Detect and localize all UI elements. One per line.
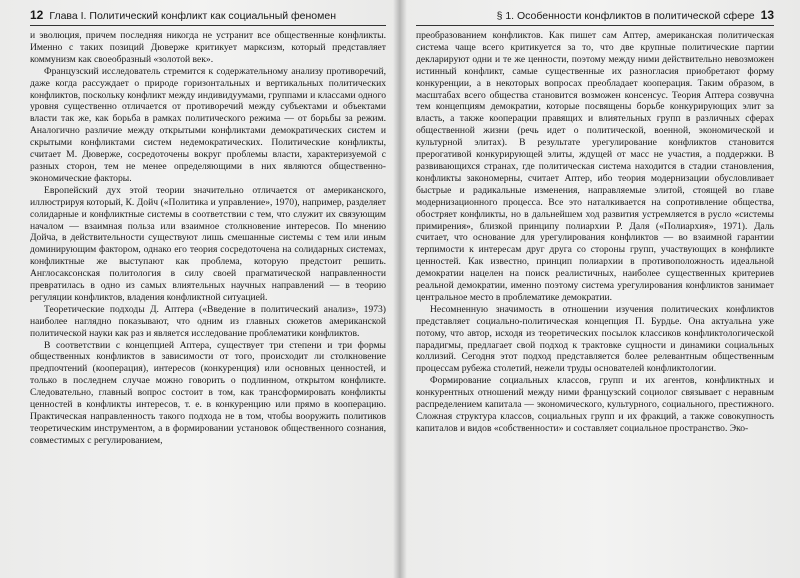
paragraph: Несомненную значимость в отношении изучения политических конфликтов представляет социально-политическая концепция П. Бурдье. Она актуальна уже потому, что автор, исходя из теоретических посылок классиков конфликтологической парадигмы, предлагает свой подход к трактовке сущности и динамики социальных коллизий. Сегодня этот подход представляется более релевантным общественным процессам рубежа столетий, нежели труды основателей конфликтологии. bbox=[416, 303, 774, 375]
paragraph: Европейский дух этой теории значительно отличается от американского, иллюстрируя который, К. Дойч («Политика и управление», 1970), например, разделяет солидарные и конфликтные системы в соответствии с тем, что служит их связующим началом — взаимная польза или взаимное столкновение интересов. По мнению Дойча, в действительности существуют лишь смешанные системы с тем или иным доминирующим фактором, однако его теория сосредоточена на солидарных системах, конфликтные же выступают как проблема, которую предстоит решить. Англосаксонская политология в силу своей прагматической направленности превратилась в одно из самых влиятельных научных направлений — в теорию регуляции конфликтов, владения конфликтной ситуацией. bbox=[30, 184, 386, 303]
section-title: § 1. Особенности конфликтов в политической сфере bbox=[496, 10, 755, 22]
right-page bbox=[400, 0, 800, 578]
paragraph: и эволюция, причем последняя никогда не устранит все общественные конфликты. Именно с таких позиций Дюверже критикует марксизм, который представляет коммунизм как своеобразный «золотой век». bbox=[30, 30, 386, 65]
paragraph: Теоретические подходы Д. Аптера («Введение в политический анализ», 1973) наиболее наглядно показывают, что одним из главных сюжетов американской политической науки как раз и является исследование проблематики конфликтов. bbox=[30, 303, 386, 339]
paragraph: Французский исследователь стремится к содержательному анализу противоречий, даже когда рассуждает о природе горизонтальных и вертикальных политических конфликтов, поскольку конфликт между индивидуумами, группами и классами одного уровня существенно отличается от противоречий между субъектами и объектами власти так же, как борьба в рамках политического режима — от борьбы за режим. Аналогично различие между открытыми конфликтами демократических систем и скрытыми конфликтами систем недемократических. Политические конфликты, считает М. Дюверже, сосредоточены вокруг проблемы власти, характеризуемой с разных сторон, тем не менее определяющими в них являются общественно-экономические факторы. bbox=[30, 65, 386, 184]
page-number-right: 13 bbox=[760, 8, 774, 22]
paragraph: Формирование социальных классов, групп и их агентов, конфликтных и конкурентных отношений между ними французский социолог связывает с неравным распределением капитала — экономического, культурного, социального, престижного. Сложная структура классов, социальных групп и их фракций, а также совокупность капиталов и видов «собственности» и составляет социальное пространство. Эко- bbox=[416, 375, 774, 434]
paragraph: преобразованием конфликтов. Как пишет сам Аптер, американская политическая система чаще всего критикуется за то, что две крупные политические партии декларируют одни и те же ценности, поэтому между ними действительно невозможен истинный конфликт, самые существенные их разногласия приобретают форму конкуренции, а в некоторых вопросах преобладает кооперация. Таким образом, в масштабах всего общества становится возможен консенсус. Теория Аптера созвучна тем концепциям демократии, которые посвящены борьбе конкурирующих элит за власть, а также кооперации правящих и влиятельных групп в различных сферах общественной жизни (речь идет о политической, военной, экономической и культурной элитах). В результате урегулирование конфликтов становится прерогативой конкурирующей элиты, ждущей от масс не участия, а поддержки. В развивающихся странах, где политическая система находится в стадии становления, конфликты закономерны, считает Аптер, ибо теория модернизации обусловливает быстрые и радикальные изменения, направляемые элитой, стоящей во главе модернизационного процесса. Все это наталкивается на сопротивление общества, обостряет конфликты, но в дальнейшем ход развития устремляется в русло «системы примирения», близкой принципу полиархии Р. Даля («Полиархия», 1971). Даль считает, что основание для урегулирования конфликтов — во взаимной гарантии терпимости к интересам друг друга со стороны групп, участвующих в конфликте ценностей. Как известно, принцип полиархии в противоположность идеальной демократии нацелен на поиск реалистичных, наиболее существенных критериев реальной демократии, именно поэтому система урегулирования конфликтов занимает центральное место в проблематике демократии. bbox=[416, 30, 774, 303]
book-gutter-shadow bbox=[393, 0, 407, 578]
page-number-left: 12 bbox=[30, 8, 44, 22]
chapter-title: Глава I. Политический конфликт как социальный феномен bbox=[49, 10, 337, 22]
left-page-body bbox=[30, 30, 386, 447]
running-head-left bbox=[30, 8, 386, 26]
right-page-body bbox=[416, 30, 774, 435]
running-head-right bbox=[416, 8, 774, 26]
paragraph: В соответствии с концепцией Аптера, существует три степени и три формы общественных конфликтов в зависимости от того, происходит ли столкновение предпочтений (кооперация), интересов (конкуренция) или основных ценностей, и только в последнем случае можно говорить о подлинном, открытом конфликте. Следовательно, главный вопрос состоит в том, как трансформировать конфликты ценностей в конфликты интересов, т. е. в конкуренцию или прямо в кооперацию. Практическая направленность такого подхода не в том, чтобы вооружить политиков теоретическим инструментом, а в формировании установок общественного сознания, совместимых с регулированием, bbox=[30, 339, 386, 446]
